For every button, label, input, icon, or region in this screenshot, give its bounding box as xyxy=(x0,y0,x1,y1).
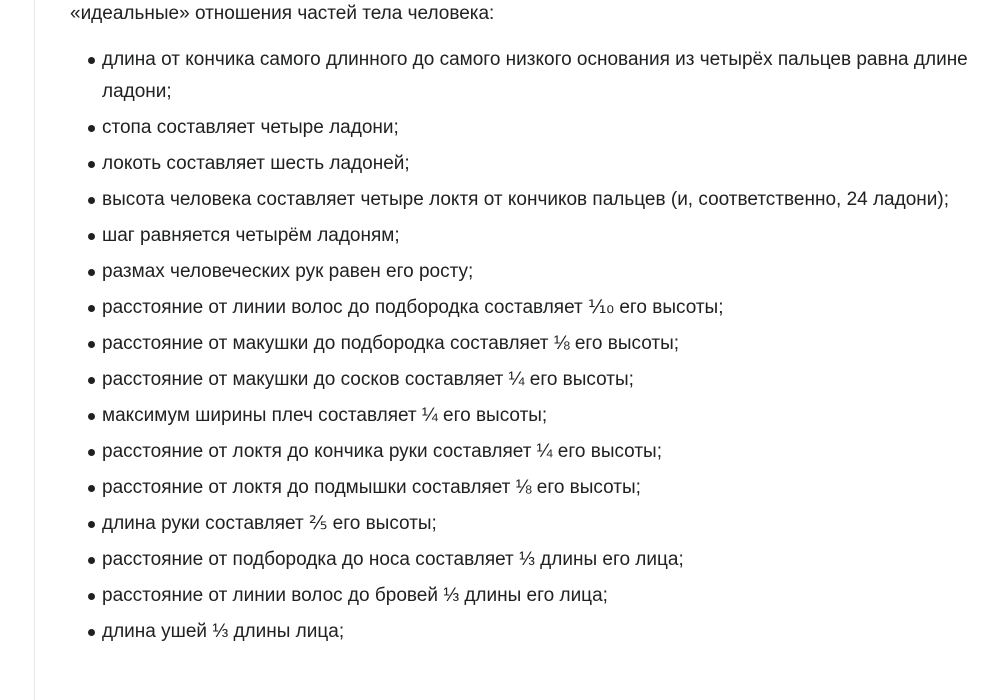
list-item xyxy=(88,148,985,180)
list-item xyxy=(88,256,985,288)
list-item-text: стопа составляет четыре ладони; xyxy=(102,117,399,138)
list-item-text: длина от кончика самого длинного до самого низкого основания из четырёх пальцев равна длине ладони; xyxy=(102,49,968,102)
bullet-icon xyxy=(88,57,95,64)
bullet-icon xyxy=(88,341,95,348)
list-item-text: расстояние от линии волос до бровей ⅓ длины его лица; xyxy=(102,585,608,606)
bullet-icon xyxy=(88,197,95,204)
list-item xyxy=(88,44,985,108)
list-item xyxy=(88,364,985,396)
list-item-text: расстояние от локтя до подмышки составляет ⅛ его высоты; xyxy=(102,477,641,498)
bullet-icon xyxy=(88,125,95,132)
list-item-text: локоть составляет шесть ладоней; xyxy=(102,153,410,174)
bullet-icon xyxy=(88,377,95,384)
bullet-icon xyxy=(88,485,95,492)
list-item xyxy=(88,292,985,324)
bullet-icon xyxy=(88,161,95,168)
bullet-icon xyxy=(88,449,95,456)
proportions-list xyxy=(70,44,985,648)
bullet-icon xyxy=(88,593,95,600)
list-item xyxy=(88,400,985,432)
list-item-text: расстояние от макушки до подбородка составляет ⅛ его высоты; xyxy=(102,333,680,354)
article-content xyxy=(70,0,985,652)
list-item-text: расстояние от линии волос до подбородка составляет ⅒ его высоты; xyxy=(102,297,724,318)
list-item-text: расстояние от подбородка до носа составляет ⅓ длины его лица; xyxy=(102,549,684,570)
list-item xyxy=(88,220,985,252)
list-item-text: высота человека составляет четыре локтя от кончиков пальцев (и, соответственно, 24 ладони); xyxy=(102,189,949,210)
list-item xyxy=(88,580,985,612)
bullet-icon xyxy=(88,629,95,636)
bullet-icon xyxy=(88,521,95,528)
list-item xyxy=(88,436,985,468)
bullet-icon xyxy=(88,557,95,564)
intro-text: «идеальные» отношения частей тела человека: xyxy=(70,3,495,24)
list-item xyxy=(88,544,985,576)
list-item xyxy=(88,328,985,360)
list-item-text: расстояние от локтя до кончика руки составляет ¼ его высоты; xyxy=(102,441,662,462)
list-item-text: длина ушей ⅓ длины лица; xyxy=(102,621,345,642)
list-item-text: размах человеческих рук равен его росту; xyxy=(102,261,474,282)
list-item-text: расстояние от макушки до сосков составляет ¼ его высоты; xyxy=(102,369,634,390)
list-item xyxy=(88,472,985,504)
bullet-icon xyxy=(88,269,95,276)
list-item xyxy=(88,112,985,144)
bullet-icon xyxy=(88,233,95,240)
list-item xyxy=(88,508,985,540)
list-item xyxy=(88,616,985,648)
bullet-icon xyxy=(88,305,95,312)
list-item-text: шаг равняется четырём ладоням; xyxy=(102,225,400,246)
list-item-text: максимум ширины плеч составляет ¼ его высоты; xyxy=(102,405,548,426)
bullet-icon xyxy=(88,413,95,420)
list-item xyxy=(88,184,985,216)
left-border-line xyxy=(34,0,35,700)
list-item-text: длина руки составляет ⅖ его высоты; xyxy=(102,513,437,534)
